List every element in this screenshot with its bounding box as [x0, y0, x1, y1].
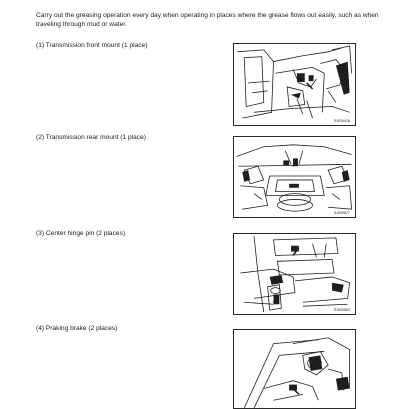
transmission-rear-mount-drawing: [234, 137, 355, 217]
parking-brake-drawing: [234, 330, 355, 408]
illustration-transmission-front-mount: [233, 43, 356, 126]
figure-code: SJ034416: [333, 119, 350, 123]
intro-paragraph: Carry out the greasing operation every day when operating in places where the grease flows out easily, such as when traveling through mud or water.: [36, 12, 379, 28]
illustration-transmission-rear-mount: [233, 136, 356, 218]
center-hinge-pin-drawing: [234, 234, 355, 314]
transmission-front-mount-drawing: [234, 44, 355, 125]
figure-code: SJ000877: [333, 211, 350, 215]
illustration-center-hinge-pin: [233, 233, 356, 315]
figure-code: SJ000853: [333, 308, 350, 312]
item-label-transmission-front-mount: (1) Transmission front mount (1 place): [36, 42, 148, 49]
item-label-center-hinge-pin: (3) Center hinge pin (2 places): [36, 230, 126, 237]
illustration-parking-brake: [233, 329, 356, 409]
item-label-transmission-rear-mount: (2) Transmission rear mount (1 place): [36, 134, 146, 141]
item-label-parking-brake: (4) Praking brake (2 places): [36, 325, 118, 332]
